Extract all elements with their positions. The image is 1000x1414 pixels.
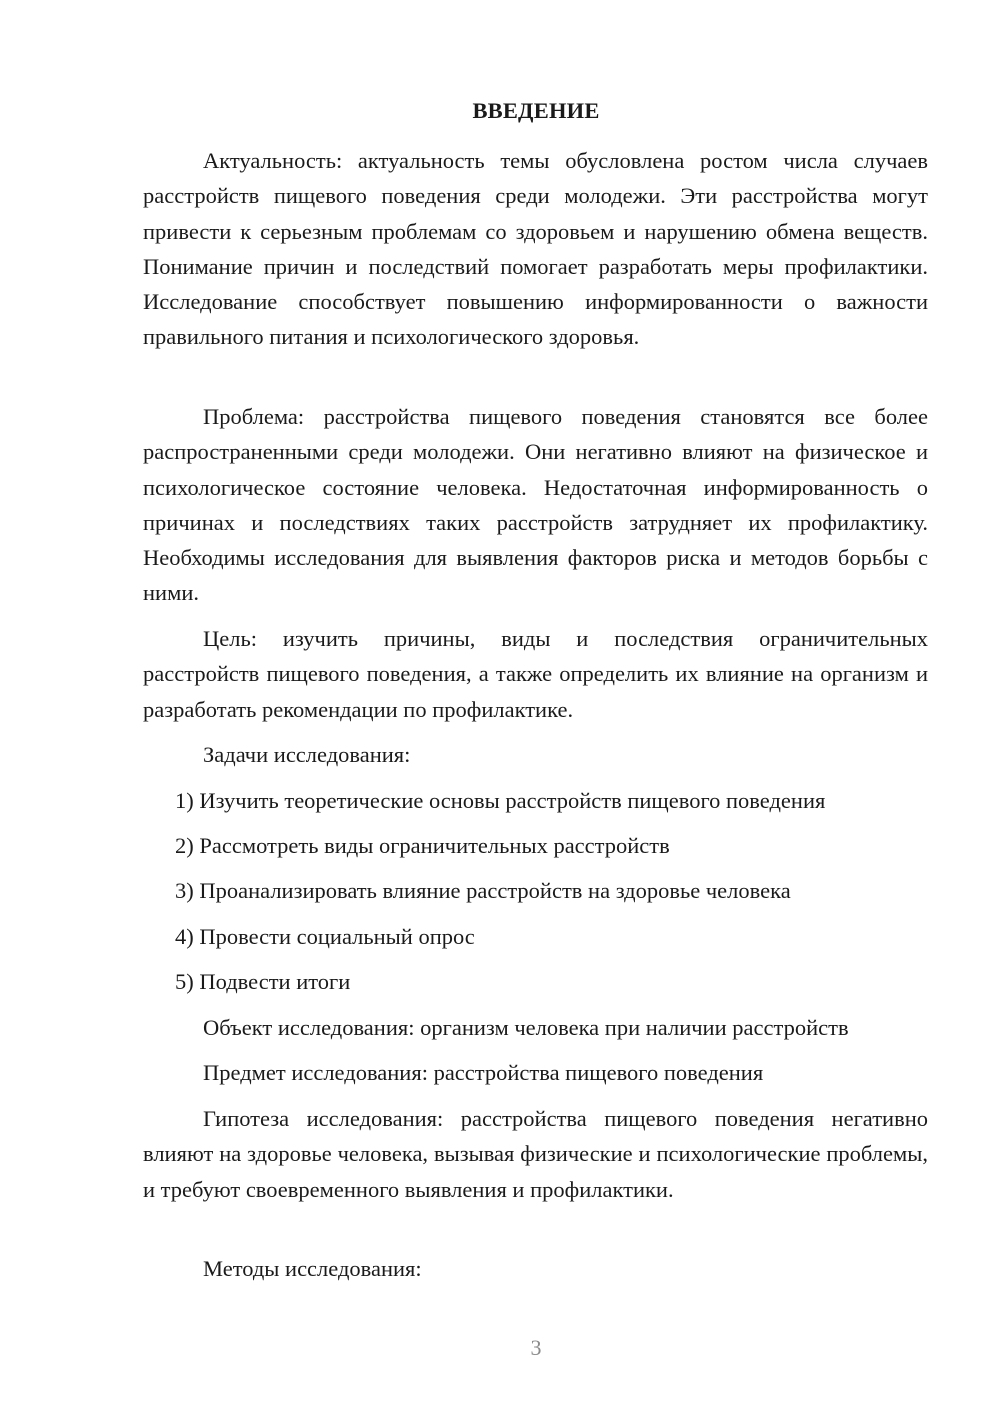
task-item-5: 5) Подвести итоги	[175, 969, 351, 994]
page-title: ВВЕДЕНИЕ	[472, 98, 600, 123]
task-item-4: 4) Провести социальный опрос	[175, 924, 475, 949]
methods-heading: Методы исследования:	[203, 1256, 422, 1281]
hypothesis-paragraph: Гипотеза исследования: расстройства пищевого поведения негативно влияют на здоровье человека, вызывая физические и психологические проблемы, и требуют своевременного выявления и профилактики.	[143, 1106, 928, 1202]
task-item-1: 1) Изучить теоретические основы расстройств пищевого поведения	[175, 788, 826, 813]
hypothesis-block	[143, 1101, 928, 1207]
problem-block	[143, 399, 928, 611]
page-number: 3	[530, 1335, 542, 1360]
goal-block	[143, 621, 928, 727]
task-item-2: 2) Рассмотреть виды ограничительных расстройств	[175, 833, 670, 858]
tasks-heading: Задачи исследования:	[203, 742, 411, 767]
problem-paragraph: Проблема: расстройства пищевого поведения становятся все более распространенными среди молодежи. Они негативно влияют на физическое и психологическое состояние человека. Недостаточная информированность о причинах и последствиях таких расстройств затрудняет их профилактику. Необходимы исследования для выявления факторов риска и методов борьбы с ними.	[143, 404, 928, 606]
relevance-paragraph: Актуальность: актуальность темы обусловлена ростом числа случаев расстройств пищевого поведения среди молодежи. Эти расстройства могут привести к серьезным проблемам со здоровьем и нарушению обмена веществ. Понимание причин и последствий помогает разработать меры профилактики. Исследование способствует повышению информированности о важности правильного питания и психологического здоровья.	[143, 148, 928, 350]
goal-paragraph: Цель: изучить причины, виды и последствия ограничительных расстройств пищевого поведения, а также определить их влияние на организм и разработать рекомендации по профилактике.	[143, 626, 928, 722]
research-subject: Предмет исследования: расстройства пищевого поведения	[203, 1060, 764, 1085]
task-item-3: 3) Проанализировать влияние расстройств на здоровье человека	[175, 878, 791, 903]
relevance-block	[143, 143, 928, 355]
research-object: Объект исследования: организм человека при наличии расстройств	[203, 1015, 849, 1040]
